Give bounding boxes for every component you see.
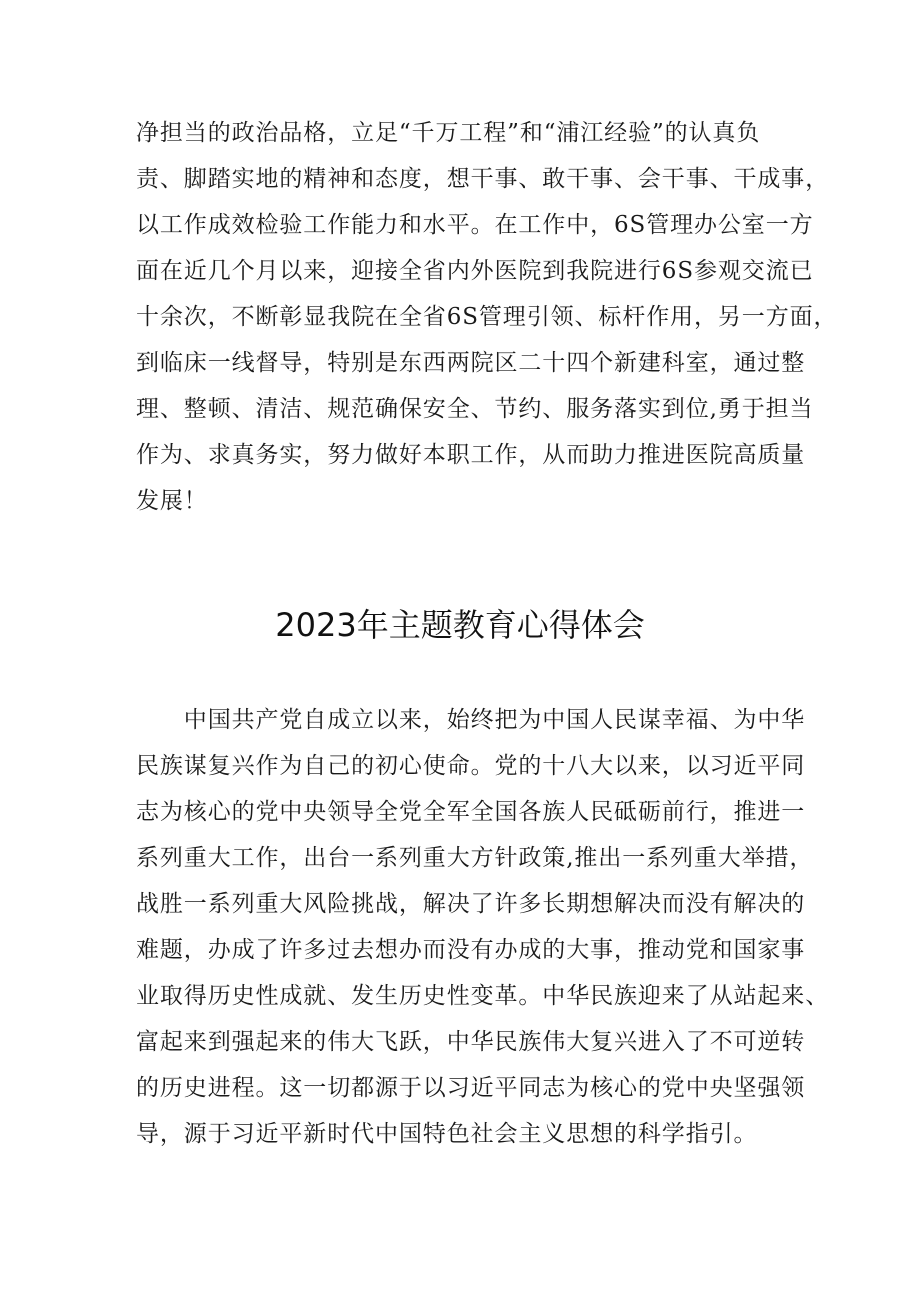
body-paragraph <box>136 697 830 1157</box>
text-line: 发展！ <box>136 488 208 514</box>
text-line: 责、脚踏实地的精神和态度，想干事、敢干事、会干事、干成事， <box>136 166 830 192</box>
document-title: 2023年主题教育心得体会 <box>275 606 645 644</box>
text-line: 的历史进程。这一切都源于以习近平同志为核心的党中央坚强领 <box>136 1075 806 1101</box>
text-line: 作为、求真务实，努力做好本职工作，从而助力推进医院高质量 <box>136 442 806 468</box>
text-line: 理、整顿、清洁、规范确保安全、节约、服务落实到位,勇于担当 <box>136 396 814 422</box>
text-line: 到临床一线督导，特别是东西两院区二十四个新建科室，通过整 <box>136 350 806 376</box>
intro-paragraph <box>136 110 838 524</box>
text-line: 十余次，不断彰显我院在全省6S管理引领、标杆作用，另一方面， <box>136 304 838 330</box>
text-line: 业取得历史性成就、发生历史性变革。中华民族迎来了从站起来、 <box>136 983 830 1009</box>
text-line: 战胜一系列重大风险挑战，解决了许多长期想解决而没有解决的 <box>136 891 806 917</box>
text-line: 导，源于习近平新时代中国特色社会主义思想的科学指引。 <box>136 1121 758 1147</box>
text-line: 面在近几个月以来，迎接全省内外医院到我院进行6S参观交流已 <box>136 258 814 284</box>
text-line: 民族谋复兴作为自己的初心使命。党的十八大以来，以习近平同 <box>136 753 806 779</box>
text-line: 以工作成效检验工作能力和水平。在工作中，6S管理办公室一方 <box>136 212 814 238</box>
text-line: 富起来到强起来的伟大飞跃，中华民族伟大复兴进入了不可逆转 <box>136 1029 806 1055</box>
text-line: 中国共产党自成立以来，始终把为中国人民谋幸福、为中华 <box>136 707 806 733</box>
text-line: 系列重大工作，出台一系列重大方针政策,推出一系列重大举措， <box>136 845 814 871</box>
text-line: 难题，办成了许多过去想办而没有办成的大事，推动党和国家事 <box>136 937 806 963</box>
text-line: 志为核心的党中央领导全党全军全国各族人民砥砺前行，推进一 <box>136 799 806 825</box>
text-line: 净担当的政治品格，立足“千万工程”和“浦江经验”的认真负 <box>136 120 761 146</box>
